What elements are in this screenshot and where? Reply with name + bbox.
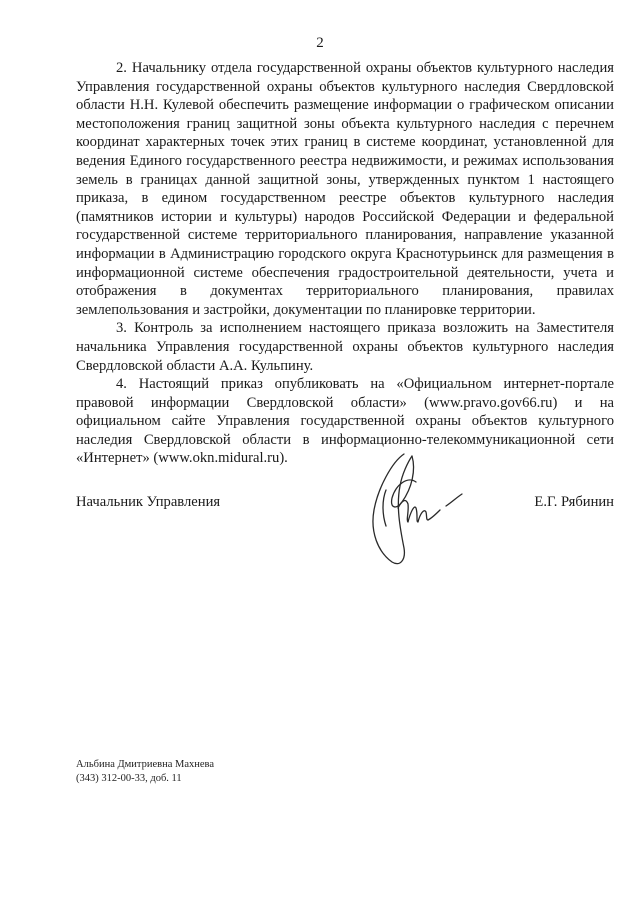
page-number: 2 — [316, 35, 324, 51]
handwritten-signature — [352, 448, 482, 578]
executor-name: Альбина Дмитриевна Махнева — [76, 759, 215, 770]
executor-footer — [76, 758, 214, 786]
paragraph-2: 2. Начальнику отдела государственной охраны объектов культурного наследия Управления государственной охраны объектов культурного наследия Свердловской области Н.Н. Кулевой обеспечить размещение информации о графическом описании местоположения границ защитной зоны объекта культурного наследия с перечнем координат характерных точек этих границ в системе координат, установленной для ведения Единого государственного реестра недвижимости, и режимах использования земель в границах данной защитной зоны, утвержденных пунктом 1 настоящего приказа, в едином государственном реестре объектов культурного наследия (памятников истории и культуры) народов Российской Федерации и федеральной государственной системе территориального планирования, направление указанной информации в Администрацию городского округа Краснотурьинск для размещения в информационной системе обеспечения градостроительной деятельности, учета и отображения в документах территориального планирования, правилах землепользования и застройки, документации по планировке территории. — [76, 60, 614, 318]
paragraph-4: 4. Настоящий приказ опубликовать на «Официальном интернет-портале правовой информации Свердловской области» (www.pravo.gov66.ru) и на официальном сайте Управления государственной охраны объектов культурного наследия Свердловской области в информационно-телекоммуникационной сети «Интернет» (www.okn.midural.ru). — [76, 376, 614, 467]
paragraph-3: 3. Контроль за исполнением настоящего приказа возложить на Заместителя начальника Управления государственной охраны объектов культурного наследия Свердловской области А.А. Кульпину. — [76, 320, 614, 374]
signer-name: Е.Г. Рябинин — [534, 494, 614, 510]
signature-block — [76, 492, 614, 514]
document-body — [76, 59, 614, 468]
executor-phone: (343) 312-00-33, доб. 11 — [76, 773, 182, 784]
signer-title: Начальник Управления — [76, 494, 221, 510]
